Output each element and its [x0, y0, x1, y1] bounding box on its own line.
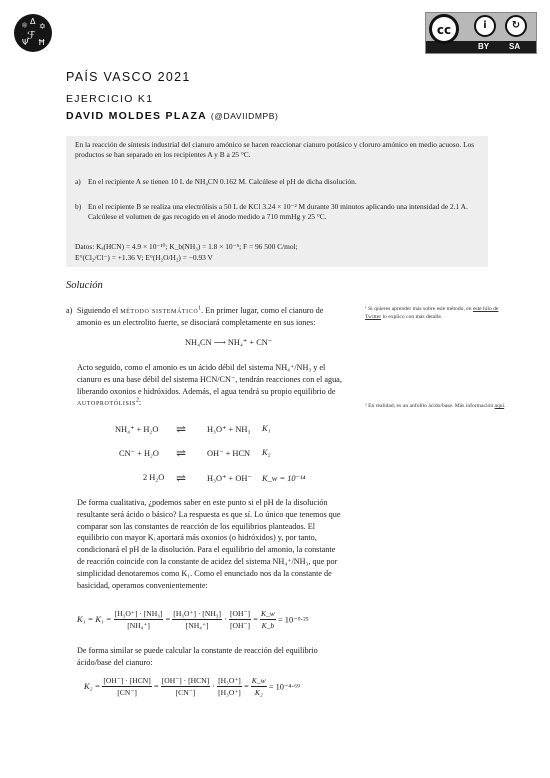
eq1-right: H₃O⁺ + NH₃: [207, 425, 251, 434]
eq3-right: H₃O⁺ + OH⁻: [207, 474, 252, 483]
method-link[interactable]: método sistemático: [120, 306, 199, 315]
p1-text-a: Siguiendo el: [77, 306, 119, 315]
eq2-right: OH⁻ + HCN: [207, 449, 251, 458]
p1-text-b: . En primer lugar, como el cianuro de amonio es un electrolito fuerte, se disociará completamente en sus iones:: [77, 306, 324, 327]
k1-result: = 10⁻⁹·²⁵: [277, 615, 309, 625]
problem-data-line-2: E°(Cl₂/Cl⁻) = +1.36 V; E°(H₂O/H₂) = −0.93 V: [75, 253, 213, 262]
k2-fraction-2: $\frac{\text{[OH⁻] · [HCN]}}{[CN^-]}$: [161, 676, 210, 697]
footnote-1-text-b: lo explico con más detalle.: [381, 313, 443, 320]
footnote-2-text-b: .: [504, 403, 506, 409]
eq1-constant: K₁: [262, 424, 271, 433]
star-icon: ✡: [39, 22, 46, 31]
f-icon: ℱ: [27, 29, 36, 42]
k2-result: = 10⁻⁴·⁶⁹: [268, 682, 300, 692]
eq3-left: 2 H₂O: [143, 473, 165, 482]
twitter-handle-link[interactable]: (@DAVIIDMPB): [210, 111, 279, 121]
solution-a-label: a): [66, 306, 73, 315]
solution-heading: Solución: [66, 280, 103, 291]
problem-a-label: a): [75, 177, 81, 186]
more-info-link[interactable]: aquí: [494, 403, 505, 409]
document-title: PAÍS VASCO 2021: [66, 70, 191, 84]
dissociation-equation: NH₄CN ⟶ NH₄⁺ + CN⁻: [185, 338, 273, 347]
p2-text-b: :: [138, 398, 142, 408]
problem-b-text: En el recipiente B se realiza una electrólisis a 50 L de KCl 3.24 × 10⁻² M durante 30 minutos aplicando una intensidad de 2.1 A. Calcúlese el volumen de gas recogido en el ánodo medido a 710 mmHg y 25 °C.: [88, 202, 468, 222]
k1-fraction-2: $\frac{\text{[H₃O⁺] · [NH₃]}}{\text{[NH₄⁺]}}$: [173, 609, 221, 630]
atom-icon: ⚛: [21, 21, 29, 30]
k2-fraction-1: $\frac{\text{[OH⁻] · [HCN]}}{[CN^-]}$: [103, 676, 151, 697]
k1-lhs: K₁ = K₁ =: [77, 615, 112, 624]
footnote-1: [365, 306, 515, 321]
exercise-title: EJERCICIO K1: [66, 93, 154, 105]
solution-paragraph-4: De forma similar se puede calcular la constante de reacción del equilibrio ácido/base del cianuro:: [77, 646, 318, 667]
equilibrium-arrow-icon: ⇌: [176, 422, 187, 436]
k1-expression: K₁ = K₁ = $\frac{\text{[H₃O⁺] · [NH₃]}}{\text{[NH₄⁺]}}$ = $\frac{\text{[H₃O⁺] · [NH₃]}}{\text{[NH₄⁺]}}$ · $\frac{[OH^-]}{[OH^-]}$ = $\frac{K\_w}{K\_b}$ = 10⁻⁹·²⁵: [77, 609, 309, 630]
solution-paragraph-1: Siguiendo el método sistemático$^1$. En primer lugar, como el cianuro de amonio es un electrolito fuerte, se disociará completamente en sus iones:: [77, 305, 324, 327]
k1-fraction-3: $\frac{[OH^-]}{[OH^-]}$: [229, 609, 251, 630]
eq3-constant: K_w = 10⁻¹⁴: [262, 474, 306, 483]
pi-icon: Ħ: [38, 38, 46, 47]
equilibrium-arrow-icon: ⇌: [176, 471, 187, 485]
k2-fraction-3: $\frac{\text{[H₃O⁺]}}{\text{[H₃O⁺]}}$: [218, 676, 241, 697]
solution-paragraph-2: Acto seguido, como el amonio es un ácido débil del sistema NH₄⁺/NH₃ y el cianuro es una base débil del sistema HCN/CN⁻, tendrán reacciones con el agua, liberando oxonios e hidróxidos. Además, el agua tendrá su propio equilibrio de autoprotólisis$^2$:: [77, 363, 342, 408]
cc-icon: cc: [429, 14, 459, 44]
p2-text-a: Acto seguido, como el amonio es un ácido débil del sistema NH₄⁺/NH₃ y el cianuro es una base débil del sistema HCN/CN⁻, tendrán reacciones con el agua, liberando oxonios e hidróxidos. Además, el agua tendrá su propio equilibrio de: [77, 363, 342, 396]
footnote-1-text-a: ¹ Si quieres aprender más sobre este método, en: [365, 306, 472, 312]
footnote-2-text-a: ² En realidad, es un anfolito ácido/base. Más información: [365, 403, 494, 409]
eq2-constant: K₂: [262, 448, 271, 457]
author-logo: [14, 14, 52, 52]
k2-fraction-4: $\frac{K\_w}{\text{K₂}}$: [251, 676, 266, 697]
problem-intro: En la reacción de síntesis industrial del cianuro amónico se hacen reaccionar cianuro potásico y cloruro amónico en medio acuoso. Los productos se han separado en los recipientes A y B a 25 °C.: [75, 140, 475, 160]
problem-data-line-1: Datos: Kₐ(HCN) = 4.9 × 10⁻¹⁰; K_b(NH₃) = 1.8 × 10⁻⁵; F = 96 500 C/mol;: [75, 242, 298, 251]
twitter-thread-link[interactable]: este hilo de Twitter: [365, 306, 499, 320]
k2-lhs: K₂ =: [84, 682, 101, 691]
k2-expression: K₂ = $\frac{\text{[OH⁻] · [HCN]}}{[CN^-]}$ = $\frac{\text{[OH⁻] · [HCN]}}{[CN^-]}$ · $\frac{\text{[H₃O⁺]}}{\text{[H₃O⁺]}}$ = $\frac{K\_w}{\text{K₂}}$ = 10⁻⁴·⁶⁹: [84, 676, 300, 697]
share-alike-icon: ↻: [505, 15, 527, 37]
problem-a-text: En el recipiente A se tienen 10 L de NH₄CN 0.162 M. Calcúlese el pH de dicha disolución.: [88, 177, 357, 186]
k1-fraction-1: $\frac{\text{[H₃O⁺] · [NH₃]}}{\text{[NH₄⁺]}}$: [114, 609, 163, 630]
solution-paragraph-3: De forma cualitativa, ¿podemos saber en este punto si el pH de la disolución resultante será ácido o básico? La respuesta es que sí. Lo único que tenemos que comparar son las constantes de reacción de los equilibrios planteados. El equilibrio con mayor Kᵢ aportará más oxonios (o hidróxidos) y, por tanto, condicionará el pH de la disolución. Para el equilibrio del amonio, la constante de reacción coincide con la constante de acidez del sistema NH₄⁺/NH₃, que por simplicidad denotaremos como K₁. Como el enunciado nos da la constante de basicidad, operamos convenientemente:: [77, 498, 341, 590]
problem-b-label: b): [75, 202, 82, 211]
equilibrium-arrow-icon: ⇌: [176, 446, 187, 460]
eq2-left: CN⁻ + H₂O: [119, 449, 159, 458]
autoprotolysis-link[interactable]: autoprotólisis: [77, 398, 136, 408]
psi-icon: Ψ: [22, 38, 29, 47]
sa-label: SA: [509, 42, 521, 51]
author-line: [66, 110, 279, 122]
delta-icon: Δ: [30, 17, 36, 26]
author-name: DAVID MOLDES PLAZA: [66, 110, 207, 122]
eq1-left: NH₄⁺ + H₂O: [115, 425, 159, 434]
footnote-2: [365, 403, 515, 411]
k1-fraction-4: $\frac{K\_w}{K\_b}$: [260, 609, 275, 630]
by-label: BY: [478, 42, 490, 51]
cc-license-badge[interactable]: [425, 12, 537, 54]
attribution-icon: i: [474, 15, 496, 37]
